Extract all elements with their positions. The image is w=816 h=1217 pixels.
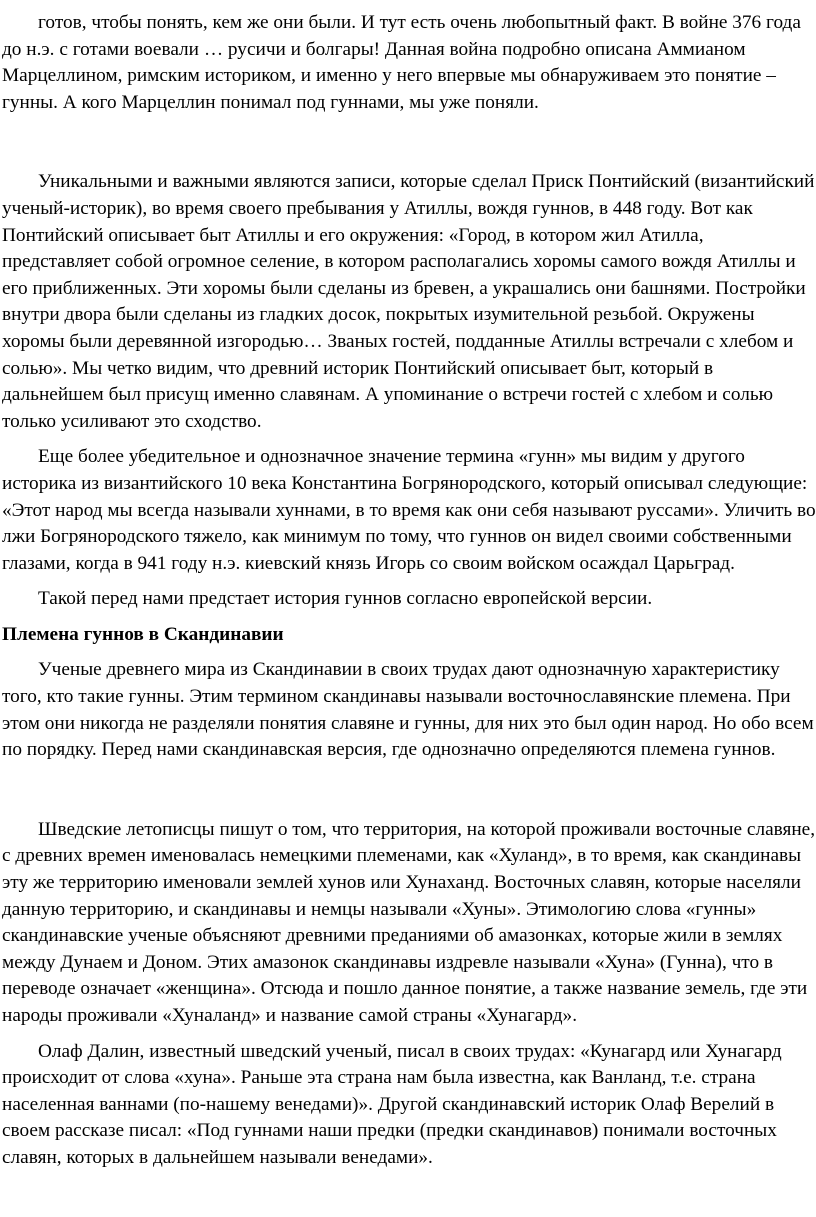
- paragraph-porphyrogenitus: Еще более убедительное и однозначное значение термина «гунн» мы видим у другого историка из византийского 10 века Константина Богрянородского, который описывал следующие: «Этот народ мы всегда называли хуннами, в то время как они себя называют руссами». Уличить во лжи Богрянородского тяжело, как минимум по тому, что гуннов он видел своими собственными глазами, когда в 941 году н.э. киевский князь Игорь со своим войском осаждал Царьград.: [2, 446, 816, 574]
- paragraph-olaf-dalin: Олаф Далин, известный шведский ученый, писал в своих трудах: «Кунагард или Хунагард происходит от слова «хуна». Раньше эта страна нам была известна, как Ванланд, т.е. страна населенная ваннами (по-нашему венедами)». Другой скандинавский историк Олаф Верелий в своем рассказе писал: «Под гуннами наши предки (предки скандинавов) понимали восточных славян, которых в дальнейшем называли венедами».: [2, 1040, 782, 1168]
- paragraph-swedish-chroniclers: Шведские летописцы пишут о том, что территория, на которой проживали восточные славяне, с древних времен именовалась немецкими племенами, как «Хуланд», в то время, как скандинавы эту же территорию именовали землей хунов или Хунаханд. Восточных славян, которые населяли данную территорию, и скандинавы и немцы называли «Хуны». Этимологию слова «гунны» скандинавские ученые объясняют древними преданиями об амазонках, которые жили в землях между Дунаем и Доном. Этих амазонок скандинавы издревле называли «Хуна» (Гунна), что в переводе означает «женщина». Отсюда и пошло данное понятие, а также название земель, где эти народы проживали «Хуналанд» и название самой страны «Хунагард».: [2, 818, 816, 1026]
- paragraph-scandinavian-scholars: Ученые древнего мира из Скандинавии в своих трудах дают однозначную характеристику того, кто такие гунны. Этим термином скандинавы называли восточнославянские племена. При этом они никогда не разделяли понятия славяне и гунны, для них это был один народ. Но обо всем по порядку. Перед нами скандинавская версия, где однозначно определяются племена гуннов.: [2, 659, 814, 761]
- paragraph-priscus: Уникальными и важными являются записи, которые сделал Приск Понтийский (византийский ученый-историк), во время своего пребывания у Атиллы, вождя гуннов, в 448 году. Вот как Понтийский описывает быт Атиллы и его окружения: «Город, в котором жил Атилла, представляет собой огромное селение, в котором располагались хоромы самого вождя Атиллы и его приближенных. Эти хоромы были сделаны из бревен, а украшались они башнями. Постройки внутри двора были сделаны из гладких досок, покрытых изумительной резьбой. Окружены хоромы были деревянной изгородью… Званых гостей, подданные Атиллы встречали с хлебом и солью». Мы четко видим, что древний историк Понтийский описывает быт, который в дальнейшем был присущ именно славянам. А упоминание о встречи гостей с хлебом и солью только усиливают это сходство.: [2, 171, 815, 432]
- section-heading: Племена гуннов в Скандинавии: [2, 623, 284, 645]
- paragraph-european-version: Такой перед нами предстает история гуннов согласно европейской версии.: [38, 588, 653, 610]
- paragraph-marcellinus: готов, чтобы понять, кем же они были. И тут есть очень любопытный факт. В войне 376 года до н.э. с готами воевали … русичи и болгары! Данная война подробно описана Аммианом Марцеллином, римским историком, и именно у него впервые мы обнаруживаем это понятие – гунны. А кого Марцеллин понимал под гуннами, мы уже поняли.: [2, 12, 801, 113]
